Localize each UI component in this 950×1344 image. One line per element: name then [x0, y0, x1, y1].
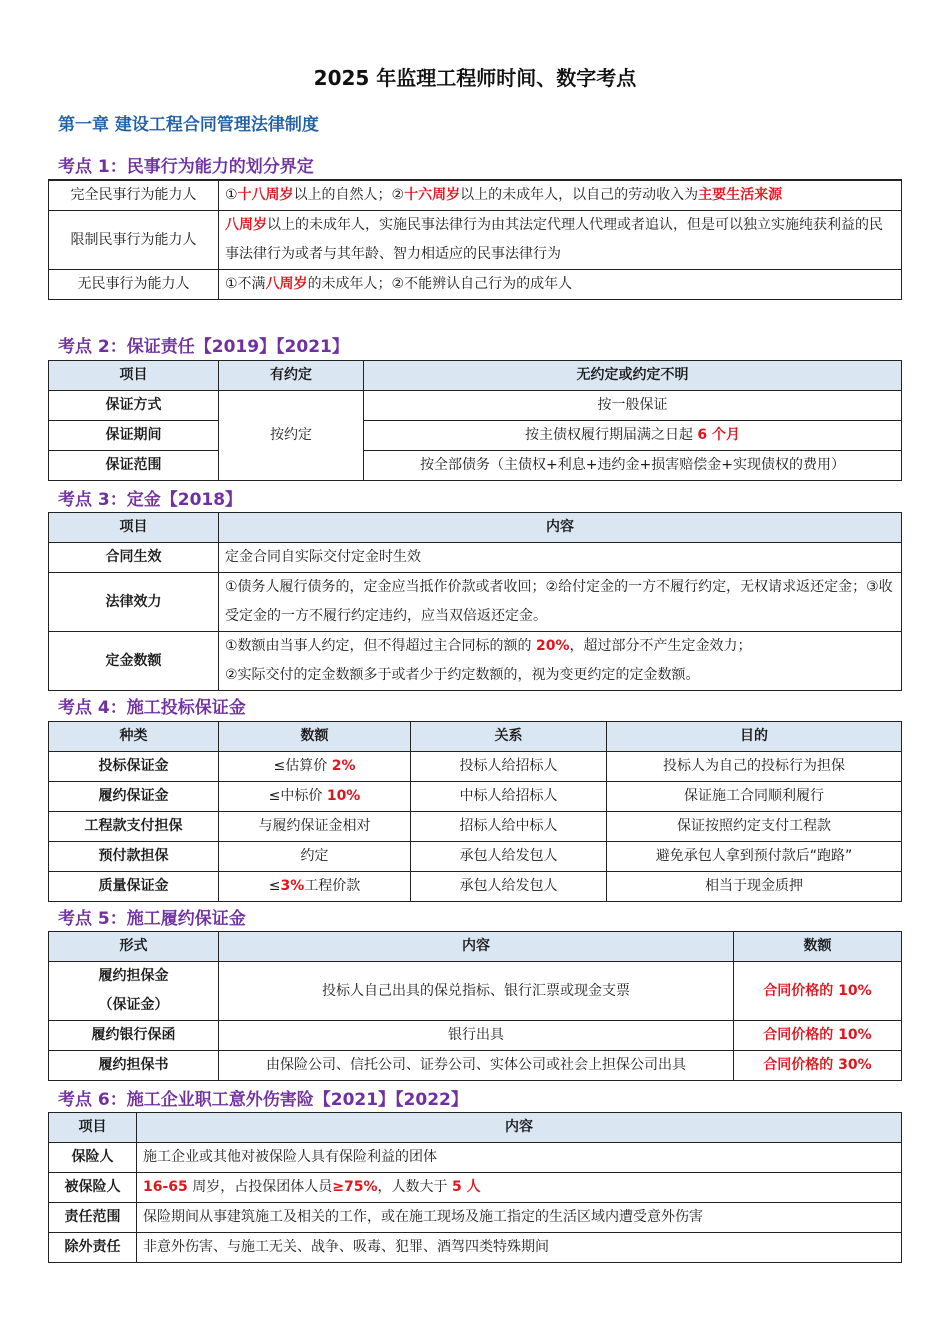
table-row: 履约银行保函 银行出具 合同价格的 10% [49, 1021, 902, 1051]
table-row: 保证期间 按主债权履行期届满之日起 6 个月 [49, 421, 902, 451]
table-row: 法律效力 ①债务人履行债务的，定金应当抵作价款或者收回；②给付定金的一方不履行约定，无权请求返还定金；③收受定金的一方不履行约定违约，应当双倍返还定金。 [49, 573, 902, 632]
table-row [49, 211, 902, 270]
kp1-label: 完全民事行为能力人 [49, 181, 219, 211]
kp1-heading: 考点 1：民事行为能力的划分界定 [58, 157, 314, 177]
table-row: 预付款担保 约定 承包人给发包人 避免承包人拿到预付款后“跑路” [49, 842, 902, 872]
table-row: 投标保证金 ≤估算价 2% 投标人给招标人 投标人为自己的投标行为担保 [49, 752, 902, 782]
table-header-row: 种类 数额 关系 目的 [49, 722, 902, 752]
table-row: 工程款支付担保 与履约保证金相对 招标人给中标人 保证按照约定支付工程款 [49, 812, 902, 842]
kp6-heading: 考点 6：施工企业职工意外伤害险【2021】【2022】 [58, 1090, 468, 1110]
kp2-table [48, 360, 902, 481]
kp1-table [48, 179, 902, 300]
table-row: 质量保证金 ≤3%工程价款 承包人给发包人 相当于现金质押 [49, 872, 902, 902]
kp6-table [48, 1112, 902, 1263]
kp5-heading: 考点 5：施工履约保证金 [58, 909, 246, 929]
kp3-table [48, 512, 902, 691]
kp4-heading: 考点 4：施工投标保证金 [58, 698, 246, 718]
table-row: 责任范围 保险期间从事建筑施工及相关的工作，或在施工现场及施工指定的生活区域内遭受意外伤害 [49, 1203, 902, 1233]
table-row [49, 181, 902, 211]
table-header-row: 项目 内容 [49, 513, 902, 543]
table-row: 保险人 施工企业或其他对被保险人具有保险利益的团体 [49, 1143, 902, 1173]
kp1-label: 无民事行为能力人 [49, 270, 219, 300]
kp2-heading: 考点 2：保证责任【2019】【2021】 [58, 337, 349, 357]
kp5-table [48, 931, 902, 1081]
table-row: 除外责任 非意外伤害、与施工无关、战争、吸毒、犯罪、酒驾四类特殊期间 [49, 1233, 902, 1263]
chapter-heading: 第一章 建设工程合同管理法律制度 [58, 115, 319, 135]
table-row [49, 270, 902, 300]
page-title: 2025 年监理工程师时间、数字考点 [313, 66, 637, 90]
table-row: 合同生效 定金合同自实际交付定金时生效 [49, 543, 902, 573]
table-row: 履约担保书 由保险公司、信托公司、证券公司、实体公司或社会上担保公司出具 合同价格的 30% [49, 1051, 902, 1081]
kp4-table [48, 721, 902, 902]
table-row: 履约保证金 ≤中标价 10% 中标人给招标人 保证施工合同顺利履行 [49, 782, 902, 812]
kp2-agreed: 按约定 [219, 391, 364, 481]
table-row: 定金数额 ①数额由当事人约定，但不得超过主合同标的额的 20%，超过部分不产生定金效力； ②实际交付的定金数额多于或者少于约定数额的，视为变更约定的定金数额。 [49, 632, 902, 691]
kp1-content: ①十八周岁以上的自然人；②十六周岁以上的未成年人，以自己的劳动收入为主要生活来源 [219, 181, 902, 211]
kp1-content: ①不满八周岁的未成年人；②不能辨认自己行为的成年人 [219, 270, 902, 300]
kp3-heading: 考点 3：定金【2018】 [58, 490, 243, 510]
table-row: 履约担保金 （保证金） 投标人自己出具的保兑指标、银行汇票或现金支票 合同价格的 10% [49, 962, 902, 1021]
table-row: 保证方式 按约定 按一般保证 [49, 391, 902, 421]
kp1-content: 八周岁以上的未成年人，实施民事法律行为由其法定代理人代理或者追认，但是可以独立实施纯获利益的民事法律行为或者与其年龄、智力相适应的民事法律行为 [219, 211, 902, 270]
table-row: 被保险人 16-65 周岁，占投保团体人员≥75%，人数大于 5 人 [49, 1173, 902, 1203]
table-header-row: 项目 内容 [49, 1113, 902, 1143]
table-header-row: 项目 有约定 无约定或约定不明 [49, 361, 902, 391]
kp1-label: 限制民事行为能力人 [49, 211, 219, 270]
table-header-row: 形式 内容 数额 [49, 932, 902, 962]
table-row: 保证范围 按全部债务（主债权+利息+违约金+损害赔偿金+实现债权的费用） [49, 451, 902, 481]
